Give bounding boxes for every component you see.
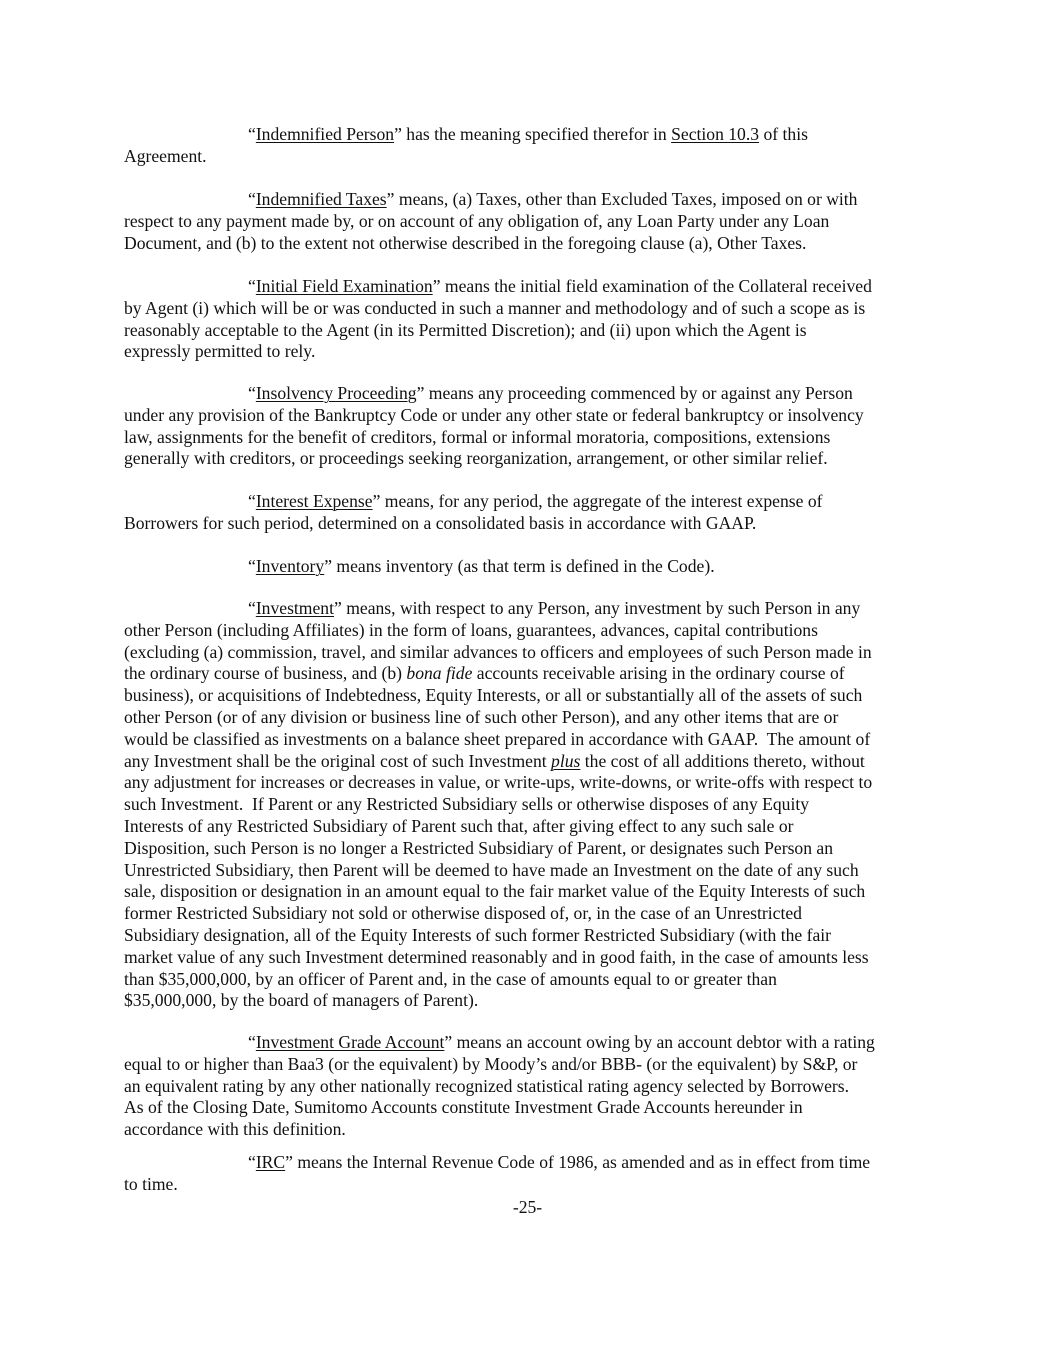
text-line bbox=[124, 947, 944, 969]
definition-insolvency-proceeding bbox=[124, 383, 944, 470]
body-text: market value of any such Investment determined reasonably and in good faith, in the case of amounts less bbox=[124, 946, 869, 967]
body-text: ” means inventory (as that term is defined in the Code). bbox=[324, 556, 715, 576]
definition-investment bbox=[124, 598, 944, 1012]
emphasis-text: bona fide bbox=[406, 663, 473, 684]
body-text: business), or acquisitions of Indebtedness, Equity Interests, or all or substantially all of the assets of such bbox=[124, 685, 863, 706]
text-line bbox=[124, 838, 944, 860]
text-line bbox=[124, 663, 944, 685]
defined-term: Insolvency Proceeding bbox=[255, 383, 417, 403]
defined-term: Indemnified Taxes bbox=[255, 189, 387, 209]
body-text: ” means, with respect to any Person, any investment by such Person in any bbox=[334, 598, 861, 618]
text-line bbox=[124, 642, 944, 664]
body-text: other Person (or of any division or business line of such other Person), and any other items that are or bbox=[124, 706, 839, 727]
text-line bbox=[124, 383, 944, 405]
body-text: generally with creditors, or proceedings seeking reorganization, arrangement, or other similar relief. bbox=[124, 448, 828, 469]
body-text: to time. bbox=[124, 1173, 178, 1194]
body-text: “ bbox=[248, 556, 256, 576]
text-line bbox=[124, 751, 944, 773]
text-line bbox=[124, 298, 944, 320]
text-line bbox=[124, 925, 944, 947]
body-text: Interests of any Restricted Subsidiary of Parent such that, after giving effect to any such sale or bbox=[124, 815, 794, 836]
body-text: ” means the initial field examination of the Collateral received bbox=[432, 276, 872, 296]
body-text: expressly permitted to rely. bbox=[124, 341, 316, 362]
text-line bbox=[124, 1152, 944, 1174]
text-line bbox=[124, 794, 944, 816]
definition-investment-grade-account bbox=[124, 1032, 944, 1141]
defined-term: Inventory bbox=[255, 556, 325, 576]
body-text: ” means an account owing by an account debtor with a rating bbox=[444, 1032, 875, 1052]
text-line bbox=[124, 1032, 944, 1054]
text-line bbox=[124, 1054, 944, 1076]
page-number: -25- bbox=[512, 1197, 543, 1217]
body-text: “ bbox=[248, 189, 256, 209]
text-line bbox=[124, 816, 944, 838]
text-line bbox=[124, 491, 944, 513]
body-text: such Investment. If Parent or any Restricted Subsidiary sells or otherwise disposes of any Equity bbox=[124, 794, 810, 815]
body-text: ” means, (a) Taxes, other than Excluded Taxes, imposed on or with bbox=[386, 189, 858, 209]
text-line bbox=[124, 881, 944, 903]
body-text: As of the Closing Date, Sumitomo Accounts constitute Investment Grade Accounts hereunder in bbox=[124, 1097, 803, 1118]
text-line bbox=[124, 772, 944, 794]
text-line bbox=[124, 1097, 944, 1119]
text-line bbox=[124, 276, 944, 298]
body-text: “ bbox=[248, 276, 256, 296]
text-line bbox=[124, 556, 944, 578]
text-line bbox=[124, 1174, 944, 1196]
text-line bbox=[124, 146, 944, 168]
body-text: Borrowers for such period, determined on a consolidated basis in accordance with GAAP. bbox=[124, 512, 757, 533]
text-line bbox=[124, 513, 944, 535]
body-text: under any provision of the Bankruptcy Code or under any other state or federal bankruptcy or insolvency bbox=[124, 404, 864, 425]
defined-term: Section 10.3 bbox=[671, 124, 760, 144]
defined-term: Initial Field Examination bbox=[255, 276, 433, 296]
body-text: “ bbox=[248, 1152, 256, 1172]
text-line bbox=[124, 990, 944, 1012]
definition-irc bbox=[124, 1152, 944, 1196]
body-text: the ordinary course of business, and (b) bbox=[124, 663, 407, 684]
body-text: Agreement. bbox=[124, 145, 207, 166]
text-line bbox=[124, 729, 944, 751]
body-text: other Person (including Affiliates) in the form of loans, guarantees, advances, capital contributions bbox=[124, 619, 818, 640]
emphasis-text: plus bbox=[551, 750, 581, 771]
body-text: an equivalent rating by any other nationally recognized statistical rating agency selected by Borrowers. bbox=[124, 1075, 849, 1096]
body-text: sale, disposition or designation in an amount equal to the fair market value of the Equity Interests of such bbox=[124, 881, 866, 902]
defined-term: Indemnified Person bbox=[255, 124, 395, 144]
text-line bbox=[124, 969, 944, 991]
text-line bbox=[124, 211, 944, 233]
body-text: Disposition, such Person is no longer a Restricted Subsidiary of Parent, or designates such Person an bbox=[124, 837, 834, 858]
text-line bbox=[124, 1119, 944, 1141]
body-text: “ bbox=[248, 383, 256, 403]
text-line bbox=[124, 341, 944, 363]
body-text: ” has the meaning specified therefor in bbox=[394, 124, 672, 144]
body-text: of this bbox=[759, 124, 808, 144]
body-text: accordance with this definition. bbox=[124, 1119, 346, 1140]
body-text: the cost of all additions thereto, without bbox=[580, 750, 865, 771]
definition-indemnified-taxes bbox=[124, 189, 944, 254]
body-text: respect to any payment made by, or on account of any obligation of, any Loan Party under any Loan bbox=[124, 210, 830, 231]
body-text: “ bbox=[248, 124, 256, 144]
body-text: ” means any proceeding commenced by or against any Person bbox=[416, 383, 853, 403]
definition-inventory bbox=[124, 556, 944, 578]
body-text: ” means the Internal Revenue Code of 1986, as amended and as in effect from time bbox=[285, 1152, 871, 1172]
text-line bbox=[124, 903, 944, 925]
defined-term: Investment bbox=[255, 598, 334, 618]
body-text: Subsidiary designation, all of the Equity Interests of such former Restricted Subsidiary (with the fair bbox=[124, 924, 832, 945]
text-line bbox=[124, 598, 944, 620]
text-line bbox=[124, 707, 944, 729]
body-text: Unrestricted Subsidiary, then Parent will be deemed to have made an Investment on the date of any such bbox=[124, 859, 859, 880]
body-text: any Investment shall be the original cost of such Investment bbox=[124, 750, 552, 771]
body-text: would be classified as investments on a balance sheet prepared in accordance with GAAP. The amount of bbox=[124, 728, 871, 749]
text-line bbox=[124, 189, 944, 211]
defined-term: IRC bbox=[255, 1152, 286, 1172]
body-text: Document, and (b) to the extent not otherwise described in the foregoing clause (a), Other Taxes. bbox=[124, 232, 807, 253]
body-text: reasonably acceptable to the Agent (in its Permitted Discretion); and (ii) upon which the Agent is bbox=[124, 319, 807, 340]
text-line bbox=[124, 448, 944, 470]
text-line bbox=[124, 685, 944, 707]
body-text: law, assignments for the benefit of creditors, formal or informal moratoria, compositions, extensions bbox=[124, 426, 831, 447]
body-text: ” means, for any period, the aggregate of the interest expense of bbox=[372, 491, 823, 511]
body-text: $35,000,000, by the board of managers of Parent). bbox=[124, 990, 479, 1011]
defined-term: Interest Expense bbox=[255, 491, 373, 511]
body-text: by Agent (i) which will be or was conducted in such a manner and methodology and of such a scope as is bbox=[124, 297, 866, 318]
body-text: than $35,000,000, by an officer of Parent and, in the case of amounts equal to or greater than bbox=[124, 968, 777, 989]
body-text: accounts receivable arising in the ordinary course of bbox=[472, 663, 845, 684]
body-text: (excluding (a) commission, travel, and similar advances to officers and employees of such Person made in bbox=[124, 641, 872, 662]
text-line bbox=[124, 233, 944, 255]
body-text: former Restricted Subsidiary not sold or otherwise disposed of, or, in the case of an Unrestricted bbox=[124, 903, 802, 924]
text-line bbox=[124, 1076, 944, 1098]
text-line bbox=[124, 620, 944, 642]
definition-interest-expense bbox=[124, 491, 944, 535]
text-line bbox=[124, 124, 944, 146]
body-text: equal to or higher than Baa3 (or the equivalent) by Moody’s and/or BBB- (or the equivalent) by S&P, or bbox=[124, 1053, 858, 1074]
text-line bbox=[124, 320, 944, 342]
definition-initial-field-examination bbox=[124, 276, 944, 363]
defined-term: Investment Grade Account bbox=[255, 1032, 445, 1052]
body-text: “ bbox=[248, 598, 256, 618]
text-line bbox=[124, 427, 944, 449]
body-text: “ bbox=[248, 491, 256, 511]
text-line bbox=[124, 860, 944, 882]
body-text: “ bbox=[248, 1032, 256, 1052]
text-line bbox=[124, 405, 944, 427]
body-text: any adjustment for increases or decreases in value, or write-ups, write-downs, or write-offs with respect to bbox=[124, 772, 873, 793]
definition-indemnified-person bbox=[124, 124, 944, 168]
